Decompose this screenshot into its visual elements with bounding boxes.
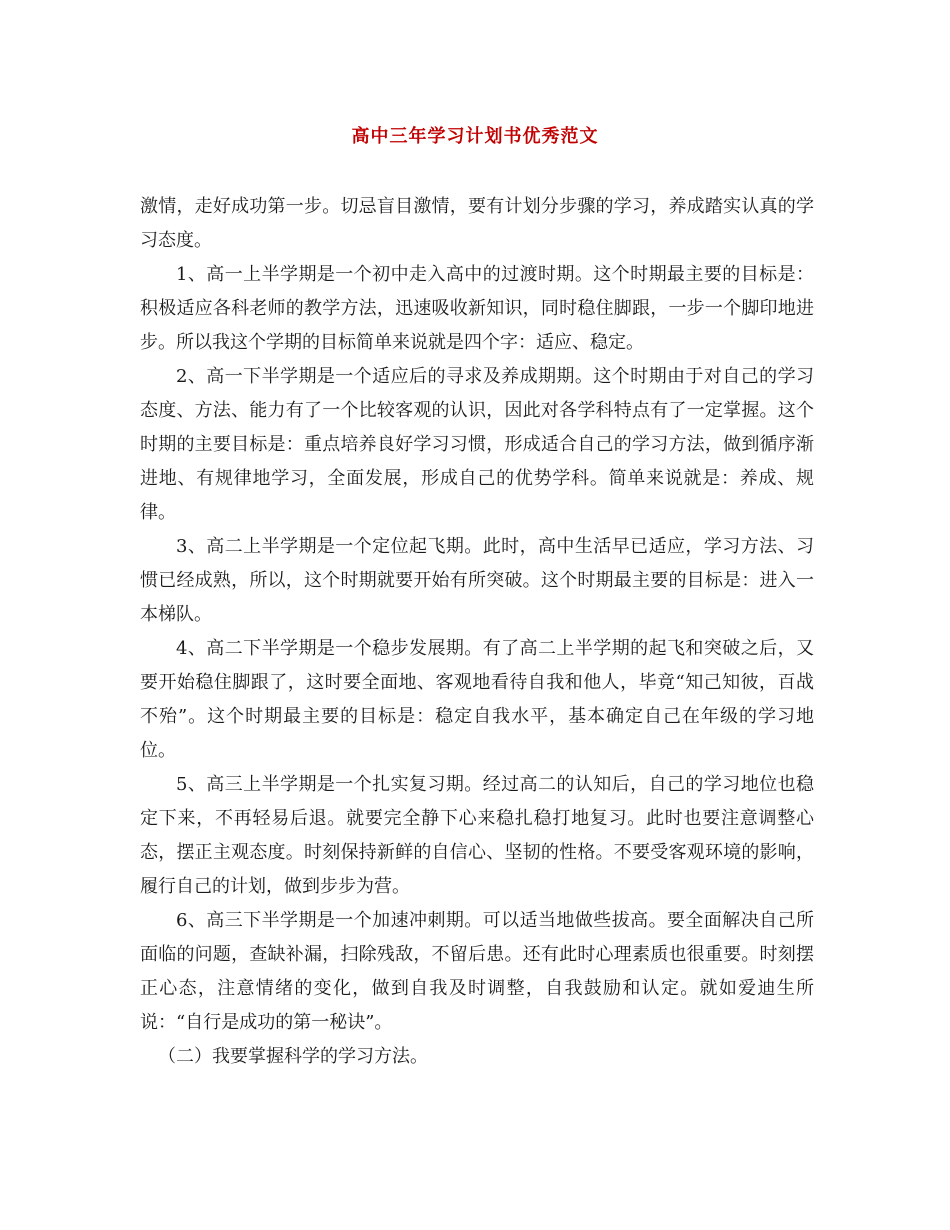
paragraph-item-1: 1、高一上半学期是一个初中走入高中的过渡时期。这个时期最主要的目标是：积极适应各科老师的教学方法，迅速吸收新知识，同时稳住脚跟，一步一个脚印地进步。所以我这个学期的目标简单来说就是四个字：适应、稳定。 bbox=[140, 264, 814, 353]
paragraph-item-3: 3、高二上半学期是一个定位起飞期。此时，高中生活早已适应，学习方法、习惯已经成熟，所以，这个时期就要开始有所突破。这个时期最主要的目标是：进入一本梯队。 bbox=[140, 536, 814, 625]
section-heading-method: （二）我要掌握科学的学习方法。 bbox=[158, 1046, 428, 1067]
document-title: 高中三年学习计划书优秀范文 bbox=[351, 126, 599, 147]
document-body bbox=[140, 190, 814, 1074]
paragraph-item-5: 5、高三上半学期是一个扎实复习期。经过高二的认知后，自己的学习地位也稳定下来，不再轻易后退。就要完全静下心来稳扎稳打地复习。此时也要注意调整心态，摆正主观态度。时刻保持新鲜的自信心、坚韧的性格。不要受客观环境的影响，履行自己的计划，做到步步为营。 bbox=[140, 774, 814, 897]
paragraph-item-2: 2、高一下半学期是一个适应后的寻求及养成期期。这个时期由于对自己的学习态度、方法、能力有了一个比较客观的认识，因此对各学科特点有了一定掌握。这个时期的主要目标是：重点培养良好学习习惯，形成适合自己的学习方法，做到循序渐进地、有规律地学习，全面发展，形成自己的优势学科。简单来说就是：养成、规律。 bbox=[140, 366, 814, 523]
paragraph-item-4: 4、高二下半学期是一个稳步发展期。有了高二上半学期的起飞和突破之后，又要开始稳住脚跟了，这时要全面地、客观地看待自我和他人，毕竟“知己知彼，百战不殆”。这个时期最主要的目标是：稳定自我水平，基本确定自己在年级的学习地位。 bbox=[140, 638, 814, 761]
paragraph-item-6: 6、高三下半学期是一个加速冲刺期。可以适当地做些拔高。要全面解决自己所面临的问题，查缺补漏，扫除残敌，不留后患。还有此时心理素质也很重要。时刻摆正心态，注意情绪的变化，做到自我及时调整，自我鼓励和认定。就如爱迪生所说：“自行是成功的第一秘诀”。 bbox=[140, 910, 814, 1033]
paragraph-intro: 激情，走好成功第一步。切忌盲目激情，要有计划分步骤的学习，养成踏实认真的学习态度。 bbox=[140, 196, 814, 251]
